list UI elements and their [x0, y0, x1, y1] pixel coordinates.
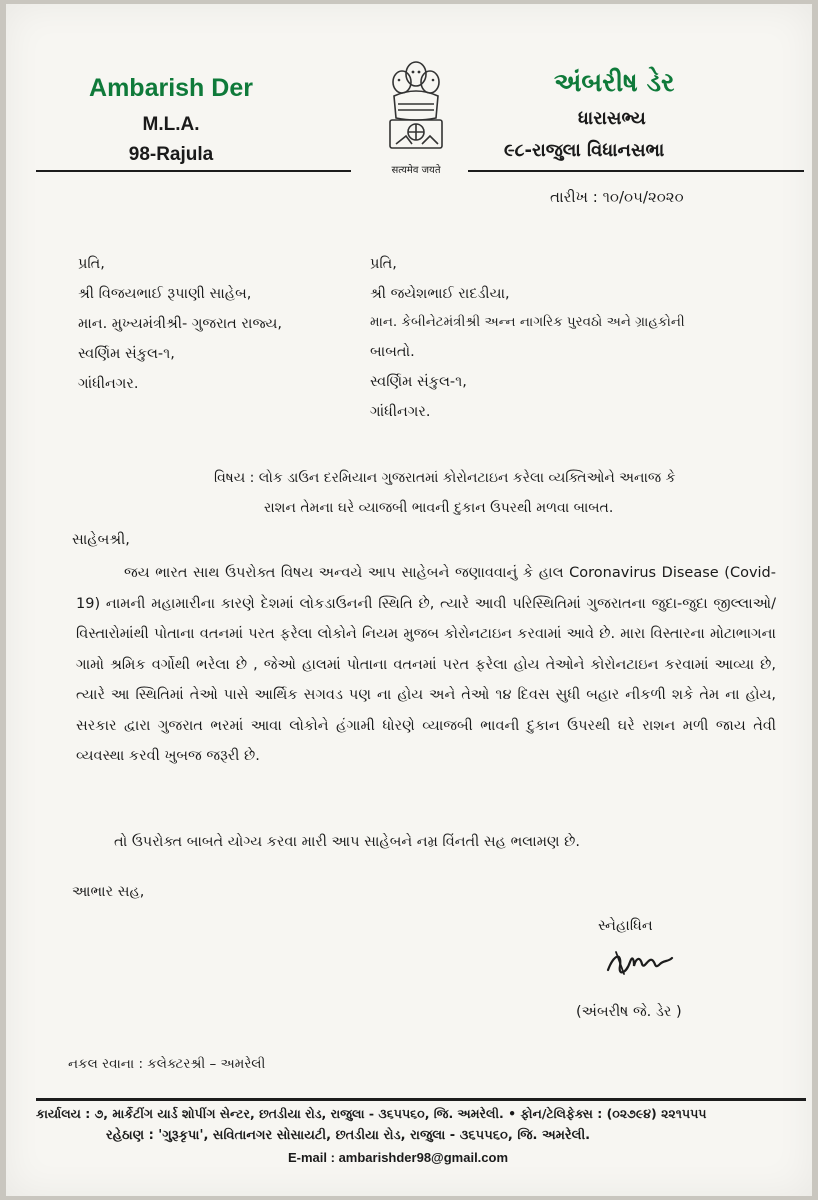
signatory: (અંબરીષ જે. ડેર )	[576, 1004, 682, 1020]
recipient-right-line: બાબતો.	[370, 344, 415, 360]
footer-email: E-mail : ambarishder98@gmail.com	[288, 1150, 509, 1165]
recipient-left-line: સ્વર્ણિમ સંકુલ-૧,	[78, 346, 175, 362]
recipient-right-line: માન. કેબીનેટમંત્રીશ્રી અન્ન નાગરિક પુરવઠો અને ગ્રાહકોની	[370, 314, 685, 330]
recipient-right-line: સ્વર્ણિમ સંકુલ-૧,	[370, 374, 467, 390]
signature-icon	[604, 944, 676, 986]
recipient-left-prati: પ્રતિ,	[78, 256, 105, 272]
constituency-en: 98-Rajula	[128, 144, 214, 165]
name-en: Ambarish Der	[89, 74, 253, 102]
national-emblem-icon	[376, 52, 456, 172]
footer-residence: રહેઠાણ : 'ગુરૂકૃપા', સવિતાનગર સોસાયટી, છતડીયા રોડ, રાજુલા - ૩૬૫૫૬૦, જિ. અમરેલી.	[106, 1128, 591, 1143]
title-gu: ધારાસભ્ય	[578, 108, 646, 129]
recipient-right-line: ગાંધીનગર.	[370, 404, 431, 420]
subject-line-1: વિષય : લોક ડાઉન દરમિયાન ગુજરાતમાં કોરોનટાઇન કરેલા વ્યક્તિઓને અનાજ કે	[214, 470, 676, 486]
recipient-right-prati: પ્રતિ,	[370, 256, 397, 272]
recipient-left-line: માન. મુખ્યમંત્રીશ્રી- ગુજરાત રાજ્ય,	[78, 316, 283, 332]
header-rule-right	[468, 170, 804, 172]
signoff: સ્નેહાધિન	[598, 918, 653, 934]
constituency-gu: ૯૮-રાજુલા વિધાનસભા	[504, 140, 665, 161]
header-rule-left	[36, 170, 351, 172]
recipient-left-line: ગાંધીનગર.	[78, 376, 139, 392]
footer-office: કાર્યાલય : ૭, માર્કેટીંગ યાર્ડ શોપીંગ સેન્ટર, છતડીયા રોડ, રાજુલા - ૩૬૫૫૬૦, જિ. અમરેલી. • ફોન/ટેલિફેક્સ : (૦૨૭૯૪) ૨૨૧૫૫૫	[36, 1106, 707, 1121]
closing: આભાર સહ,	[72, 884, 145, 900]
salutation: સાહેબશ્રી,	[72, 532, 130, 548]
title-en: M.L.A.	[142, 114, 200, 135]
letter-date: તારીખ : ૧૦/૦૫/૨૦૨૦	[550, 188, 684, 206]
body-paragraph-2: તો ઉપરોક્ત બાબતે યોગ્ય કરવા મારી આપ સાહેબને નમ્ર વિંનતી સહ ભલામણ છે.	[114, 834, 581, 850]
name-gu: અંબરીષ ડેર	[554, 68, 675, 98]
emblem-motto: सत्यमेव जयते	[391, 165, 441, 176]
recipient-right-line: શ્રી જયેશભાઈ રાદડીયા,	[370, 286, 510, 302]
body-paragraph-1: જય ભારત સાથ ઉપરોક્ત વિષય અન્વયે આપ સાહેબને જણાવવાનું કે હાલ Coronavirus Disease (Covid-19) નામની મહામારીના કારણે દેશમાં લોકડાઉનની સ્થિતિ છે, ત્યારે આવી પરિસ્થિતિમાં ગુજરાતના જુદા-જુદા જીલ્લાઓ/વિસ્તારોમાંથી પોતાના વતનમાં પરત ફરેલા લોકોને નિયમ મુજબ કોરોનટાઇન કરવામાં આવે છે. મારા વિસ્તારના મોટાભાગના ગામો શ્રમિક વર્ગોથી ભરેલા છે , જેઓ હાલમાં પોતાના વતનમાં પરત ફરેલા હોય તેઓને કોરોનટાઇન કરવામાં આવ્યા છે, ત્યારે આ સ્થિતિમાં તેઓ પાસે આર્થિક સગવડ પણ ના હોય અને તેઓ ૧૪ દિવસ સુધી બહાર નીકળી શકે તેમ ના હોય, સરકાર દ્વારા ગુજરાત ભરમાં આવા લોકોને હંગામી ધોરણે વ્યાજબી ભાવની દુકાન ઉપરથી ઘરે રાશન મળી જાય તેવી વ્યવસ્થા કરવી ખુબજ જરૂરી છે.	[76, 565, 776, 764]
footer-rule	[36, 1098, 806, 1101]
letter-page	[6, 4, 812, 1196]
recipient-left-line: શ્રી વિજયભાઈ રૂપાણી સાહેબ,	[78, 286, 252, 302]
copy-to: નકલ રવાના : કલેક્ટરશ્રી – અમરેલી	[68, 1056, 266, 1072]
subject-line-2: રાશન તેમના ઘરે વ્યાજબી ભાવની દુકાન ઉપરથી મળવા બાબત.	[264, 500, 614, 516]
